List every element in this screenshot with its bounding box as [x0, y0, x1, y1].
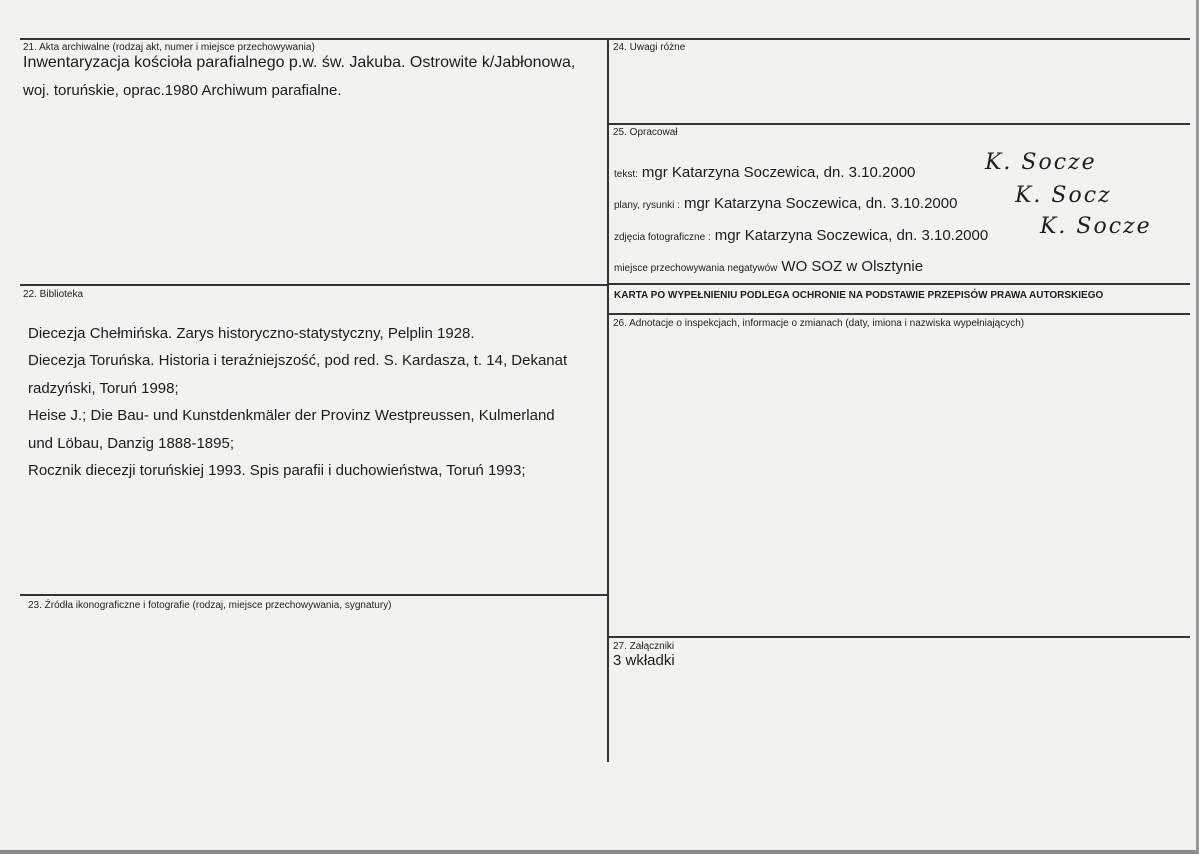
section-27-label: 27. Załączniki: [613, 641, 675, 652]
rule-22: [20, 284, 607, 286]
miejsce-row: [614, 258, 923, 278]
plany-label: plany, rysunki :: [614, 200, 680, 211]
section-24-label: 24. Uwagi różne: [613, 42, 686, 53]
tekst-value: mgr Katarzyna Soczewica, dn. 3.10.2000: [641, 164, 916, 181]
section-22-line-5: und Löbau, Danzig 1888-1895;: [28, 435, 235, 452]
section-21-line-2: woj. toruńskie, oprac.1980 Archiwum parafialne.: [23, 82, 342, 99]
section-22-label: 22. Biblioteka: [23, 289, 84, 300]
rule-23: [20, 594, 607, 596]
top-rule: [20, 38, 1190, 40]
rule-26: [609, 313, 1190, 315]
miejsce-value: WO SOZ w Olsztynie: [781, 258, 924, 275]
signature-plany: K. Socz: [1015, 183, 1112, 208]
section-21-label: 21. Akta archiwalne (rodzaj akt, numer i miejsce przechowywania): [23, 42, 315, 53]
rule-notice: [609, 283, 1190, 285]
section-22-line-1: Diecezja Chełmińska. Zarys historyczno-statystyczny, Pelplin 1928.: [28, 325, 475, 342]
miejsce-label: miejsce przechowywania negatywów: [614, 263, 778, 274]
copyright-notice: KARTA PO WYPEŁNIENIU PODLEGA OCHRONIE NA PODSTAWIE PRZEPISÓW PRAWA AUTORSKIEGO: [614, 290, 1104, 301]
zdjecia-row: [614, 227, 988, 247]
section-22-line-2: Diecezja Toruńska. Historia i teraźniejszość, pod red. S. Kardasza, t. 14, Dekanat: [28, 352, 568, 369]
section-26-label: 26. Adnotacje o inspekcjach, informacje o zmianach (daty, imiona i nazwiska wypełniających): [613, 318, 1025, 329]
section-22-line-3: radzyński, Toruń 1998;: [28, 380, 179, 397]
center-divider: [607, 38, 609, 762]
zdjecia-label: zdjęcia fotograficzne :: [614, 232, 711, 243]
rule-25: [609, 123, 1190, 125]
signature-tekst: K. Socze: [985, 150, 1097, 175]
signature-zdjecia: K. Socze: [1040, 214, 1152, 239]
tekst-label: tekst:: [614, 169, 638, 180]
tekst-row: [614, 164, 915, 184]
section-23-label: 23. Źródła ikonograficzne i fotografie (rodzaj, miejsce przechowywania, sygnatury): [28, 600, 392, 611]
section-25-label: 25. Opracował: [613, 127, 678, 138]
section-27-value: 3 wkładki: [613, 652, 675, 669]
plany-row: [614, 195, 957, 215]
rule-27: [609, 636, 1190, 638]
zdjecia-value: mgr Katarzyna Soczewica, dn. 3.10.2000: [714, 227, 989, 244]
section-22-line-6: Rocznik diecezji toruńskiej 1993. Spis parafii i duchowieństwa, Toruń 1993;: [28, 462, 526, 479]
section-21-line-1: Inwentaryzacja kościoła parafialnego p.w. św. Jakuba. Ostrowite k/Jabłonowa,: [23, 54, 576, 71]
section-22-line-4: Heise J.; Die Bau- und Kunstdenkmäler der Provinz Westpreussen, Kulmerland: [28, 407, 555, 424]
plany-value: mgr Katarzyna Soczewica, dn. 3.10.2000: [683, 195, 958, 212]
